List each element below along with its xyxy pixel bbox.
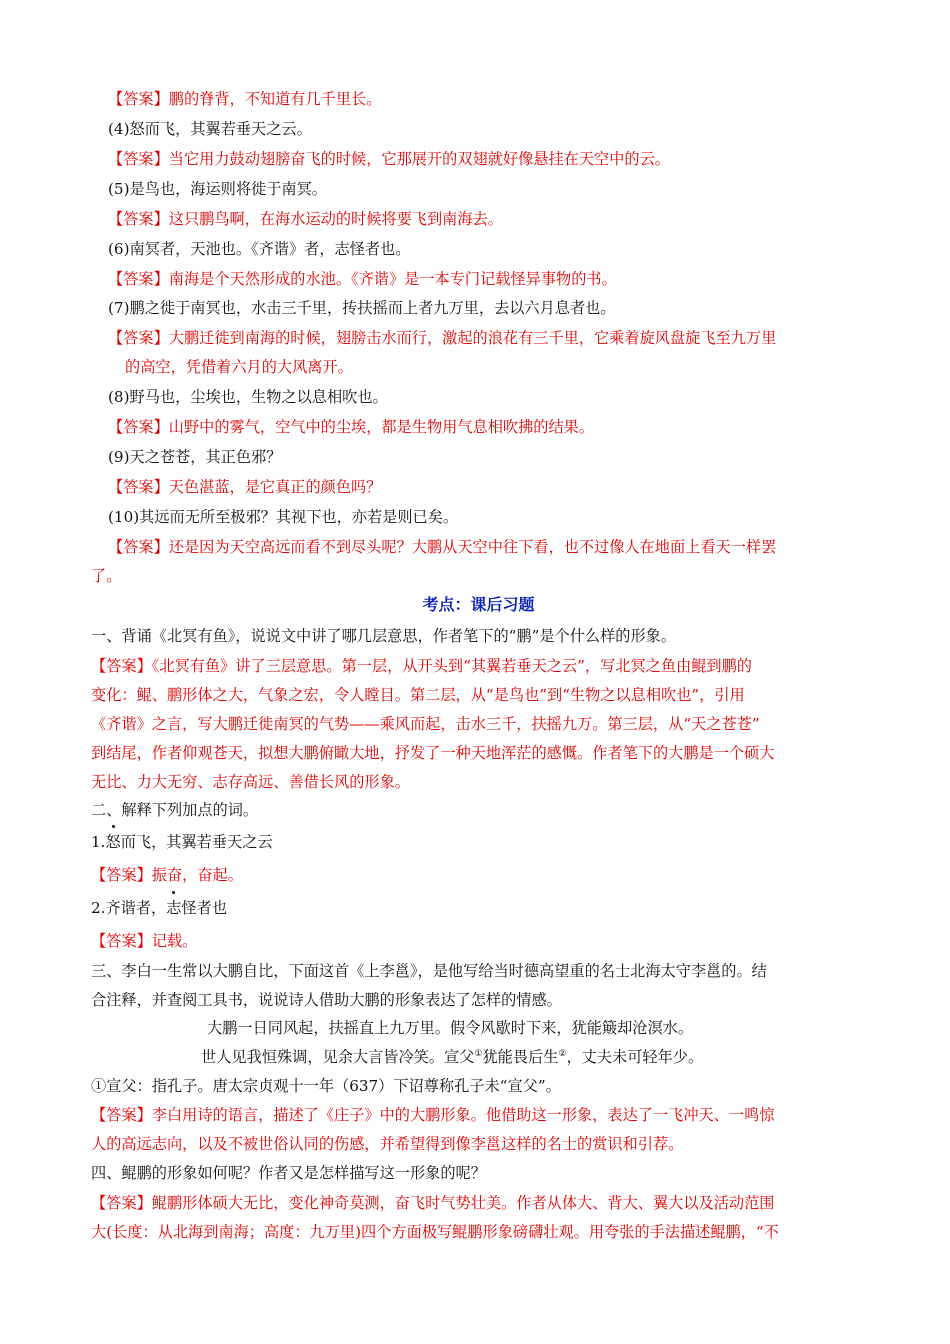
exercise-question: 四、鲲鹏的形象如何呢？作者又是怎样描写这一形象的呢？	[91, 1164, 486, 1182]
question-line: (8)野马也，尘埃也，生物之以息相吹也。	[108, 388, 388, 406]
exercise-question: 二、解释下列加点的词。	[91, 801, 259, 819]
question-line: (5)是鸟也，海运则将徙于南冥。	[108, 180, 327, 198]
answer-line: 【答案】这只鹏鸟啊，在海水运动的时候将要飞到南海去。	[108, 210, 503, 228]
exercise-answer: 【答案】李白用诗的语言，描述了《庄子》中的大鹏形象。他借助这一形象，表达了一飞冲天、一鸣惊	[91, 1106, 775, 1124]
exercise-answer: 无比、力大无穷、志存高远、善借长风的形象。	[91, 773, 410, 791]
dotted-word: 怒	[105, 833, 121, 851]
question-line: (10)其远而无所至极邪？其视下也，亦若是则已矣。	[108, 508, 459, 526]
exercise-answer: 大(长度：从北海到南海；高度：九万里)四个方面极写鲲鹏形象磅礴壮观。用夸张的手法描述鲲鹏，“不	[91, 1223, 779, 1241]
exercise-question: 三、李白一生常以大鹏自比，下面这首《上李邕》，是他写给当时德高望重的名士北海太守李邕的。结	[91, 962, 767, 980]
sub-question	[91, 898, 227, 918]
sub-question-text: 怪者也	[181, 899, 227, 917]
footnote-marker: ②	[558, 1048, 567, 1059]
answer-line-continued: 的高空，凭借着六月的大风离开。	[125, 358, 353, 376]
exercise-answer: 到结尾，作者仰观苍天，拟想大鹏俯瞰大地，抒发了一种天地浑茫的感慨。作者笔下的大鹏是一个硕大	[91, 744, 775, 762]
poem-text: ，丈夫未可轻年少。	[566, 1048, 704, 1066]
answer-line: 【答案】天色湛蓝，是它真正的颜色吗？	[108, 478, 382, 496]
question-line: (4)怒而飞，其翼若垂天之云。	[108, 120, 312, 138]
sub-question	[91, 832, 273, 852]
exercise-question: 合注释，并查阅工具书，说说诗人借助大鹏的形象表达了怎样的情感。	[91, 991, 562, 1009]
exercise-answer: 变化：鲲、鹏形体之大，气象之宏，令人瞠目。第二层，从“是鸟也”到“生物之以息相吹也”，引用	[91, 686, 745, 704]
answer-line: 【答案】当它用力鼓动翅膀奋飞的时候，它那展开的双翅就好像悬挂在天空中的云。	[108, 150, 670, 168]
exercise-answer: 【答案】记载。	[91, 932, 198, 950]
answer-line: 【答案】还是因为天空高远而看不到尽头呢？大鹏从天空中往下看，也不过像人在地面上看天一样罢	[108, 538, 777, 556]
answer-line: 【答案】山野中的雾气，空气中的尘埃，都是生物用气息相吹拂的结果。	[108, 418, 594, 436]
exercise-question: 一、背诵《北冥有鱼》，说说文中讲了哪几层意思，作者笔下的“鹏”是个什么样的形象。	[91, 627, 677, 645]
exercise-answer: 【答案】《北冥有鱼》讲了三层意思。第一层，从开头到“其翼若垂天之云”，写北冥之鱼由鲲到鹏的	[91, 657, 752, 675]
poem-line	[201, 1047, 703, 1067]
exercise-answer: 人的高远志向，以及不被世俗认同的伤感，并希望得到像李邕这样的名士的赏识和引荐。	[91, 1135, 684, 1153]
footnote-marker: ①	[474, 1048, 483, 1059]
question-line: (9)天之苍苍，其正色邪？	[108, 448, 282, 466]
answer-line-continued: 了。	[91, 567, 122, 585]
answer-line: 【答案】大鹏迁徙到南海的时候，翅膀击水而行，激起的浪花有三千里，它乘着旋风盘旋飞至九万里	[108, 329, 777, 347]
poem-text: 犹能畏后生	[482, 1048, 559, 1066]
answer-line: 【答案】鹏的脊背，不知道有几千里长。	[108, 90, 382, 108]
exercise-answer: 【答案】鲲鹏形体硕大无比，变化神奇莫测，奋飞时气势壮美。作者从体大、背大、翼大以及活动范围	[91, 1194, 775, 1212]
sub-question-number: 1.	[91, 833, 106, 851]
footnote: ①宣父：指孔子。唐太宗贞观十一年（637）下诏尊称孔子未“宣父”。	[91, 1077, 561, 1095]
poem-text: 世人见我恒殊调，见余大言皆冷笑。宣父	[201, 1048, 475, 1066]
section-heading: 考点：课后习题	[422, 595, 535, 614]
dotted-word: 志	[166, 899, 182, 917]
sub-question-text: 而飞，其翼若垂天之云	[120, 833, 273, 851]
answer-line: 【答案】南海是个天然形成的水池。《齐谐》是一本专门记载怪异事物的书。	[108, 270, 617, 288]
sub-question-text: 2.齐谐者，	[91, 899, 167, 917]
poem-line: 大鹏一日同风起，扶摇直上九万里。假令风歇时下来，犹能簸却沧溟水。	[207, 1019, 693, 1037]
exercise-answer: 【答案】振奋，奋起。	[91, 866, 243, 884]
exercise-answer: 《齐谐》之言，写大鹏迁徙南冥的气势——乘风而起，击水三千，扶摇九万。第三层，从“天之苍苍”	[91, 715, 760, 733]
question-line: (6)南冥者，天池也。《齐谐》者，志怪者也。	[108, 240, 411, 258]
question-line: (7)鹏之徙于南冥也，水击三千里，抟扶摇而上者九万里，去以六月息者也。	[108, 299, 616, 317]
